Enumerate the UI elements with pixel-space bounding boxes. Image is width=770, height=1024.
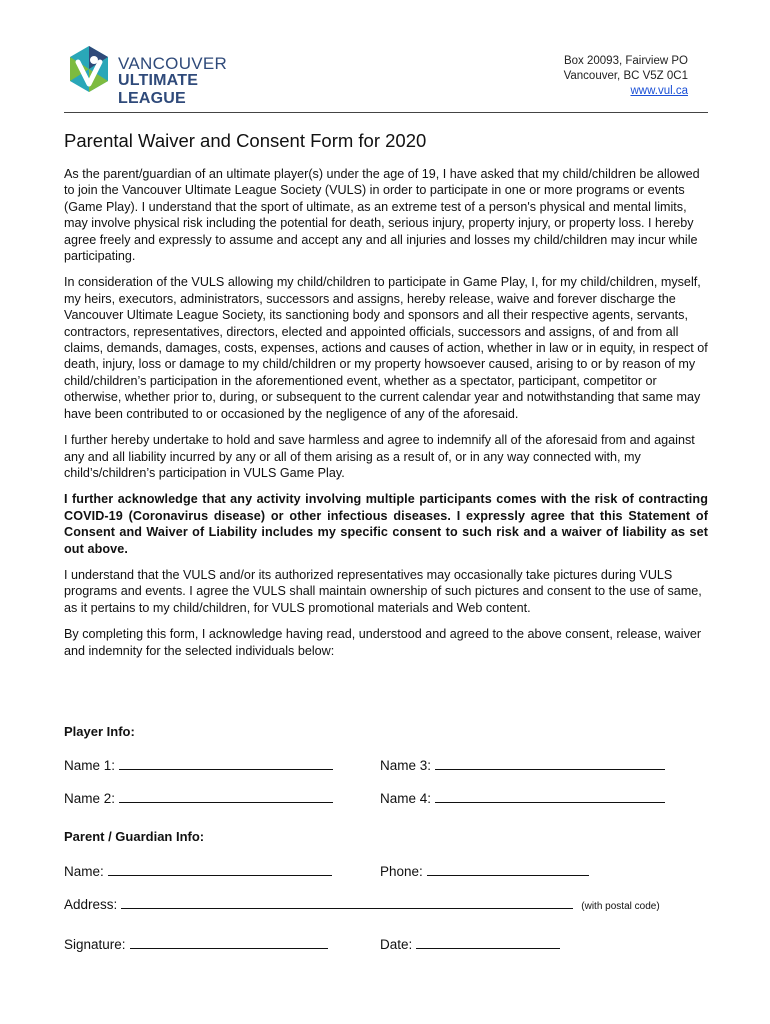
date-label: Date: <box>380 937 413 952</box>
parent-signature-label: Signature: <box>64 937 126 952</box>
logo-line1: VANCOUVER <box>118 54 228 73</box>
header-divider <box>64 112 708 113</box>
paragraph-photos: I understand that the VULS and/or its authorized representatives may occasionally take pictures during VULS programs and events. I agree the VULS shall maintain ownership of such pictures and consent to the use of same, as it pertains to my child/children, for VULS promotional materials and Web content. <box>64 567 702 615</box>
date-line[interactable] <box>416 935 560 949</box>
player-name2-line[interactable] <box>119 789 333 803</box>
page-title: Parental Waiver and Consent Form for 2020 <box>64 130 427 151</box>
paragraph-indemnity: I further hereby undertake to hold and save harmless and agree to indemnify all of the aforesaid from and against any and all liability incurred by any or all of them arising as a result of, or in any way connected with, my child’s/children’s participation in VULS Game Play. <box>64 433 695 480</box>
website-link[interactable]: www.vul.ca <box>630 85 688 97</box>
paragraph-acknowledgement: By completing this form, I acknowledge having read, understood and agreed to the above consent, release, waiver and indemnity for the selected individuals below: <box>64 627 702 658</box>
player-info-heading: Player Info: <box>64 724 135 739</box>
parent-phone-line[interactable] <box>427 862 589 876</box>
player-name1-field[interactable] <box>64 756 333 773</box>
parent-address-label: Address: <box>64 897 118 912</box>
league-logo-icon <box>64 44 114 102</box>
address-line1: Box 20093, Fairview PO <box>563 55 688 67</box>
player-name3-line[interactable] <box>435 756 665 770</box>
postal-code-hint: (with postal code) <box>581 901 660 912</box>
player-name3-label: Name 3: <box>380 758 432 773</box>
player-name4-label: Name 4: <box>380 791 432 806</box>
parent-phone-field[interactable] <box>380 862 589 879</box>
waiver-body <box>64 166 708 669</box>
paragraph-release: In consideration of the VULS allowing my child/children to participate in Game Play, I, for my child/children, myself, my heirs, executors, administrators, successors and assigns, hereby release, waive and forever discharge the Vancouver Ultimate League Society, its sanctioning body and sponsors and all their respective agents, servants, contractors, representatives, directors, elected and appointed officials, successors and assigns, of and from all claims, demands, damages, costs, expenses, actions and causes of action, whether in law or in equity, in respect of death, injury, loss or damage to my child/children or my property howsoever caused, arising to or by reason of my child/children’s participation in the aforementioned event, whether as a spectator, participant, competitor or otherwise, whether prior to, during, or subsequent to the current calendar year and notwithstanding that same may have been contributed to or occasioned by the negligence of any of the aforesaid. <box>64 275 708 421</box>
player-name2-field[interactable] <box>64 789 333 806</box>
parent-name-line[interactable] <box>108 862 332 876</box>
player-name2-label: Name 2: <box>64 791 116 806</box>
parent-info-heading: Parent / Guardian Info: <box>64 829 205 844</box>
parent-name-field[interactable] <box>64 862 332 879</box>
date-field[interactable] <box>380 935 560 952</box>
paragraph-assumption-of-risk: As the parent/guardian of an ultimate player(s) under the age of 19, I have asked that my child/children be allowed to join the Vancouver Ultimate League Society (VULS) in order to participate in one or more programs or events (Game Play). I understand that the sport of ultimate, as an extreme test of a person's physical and mental limits, may involve physical risk including the potential for death, serious injury, property injury, or property loss. I hereby agree freely and expressly to assume and accept any and all injuries and losses my child/children may incur while participating. <box>64 167 700 264</box>
player-name3-field[interactable] <box>380 756 665 773</box>
league-logo <box>64 44 254 107</box>
parent-signature-line[interactable] <box>130 935 328 949</box>
parent-name-label: Name: <box>64 864 104 879</box>
player-name1-line[interactable] <box>119 756 333 770</box>
player-name4-field[interactable] <box>380 789 665 806</box>
parent-phone-label: Phone: <box>380 864 423 879</box>
player-name1-label: Name 1: <box>64 758 116 773</box>
mailing-address <box>564 54 688 99</box>
player-name4-line[interactable] <box>435 789 665 803</box>
address-line2: Vancouver, BC V5Z 0C1 <box>563 70 688 82</box>
logo-line2: ULTIMATE LEAGUE <box>118 72 199 107</box>
parent-address-field[interactable] <box>64 895 660 912</box>
paragraph-covid: I further acknowledge that any activity involving multiple participants comes with the risk of contracting COVID-19 (Coronavirus disease) or other infectious diseases. I expressly agree that this Statement of Consent and Waiver of Liability includes my specific consent to such risk and a waiver of liability as set out above. <box>64 492 708 556</box>
parent-address-line[interactable] <box>121 895 573 909</box>
parent-signature-field[interactable] <box>64 935 328 952</box>
